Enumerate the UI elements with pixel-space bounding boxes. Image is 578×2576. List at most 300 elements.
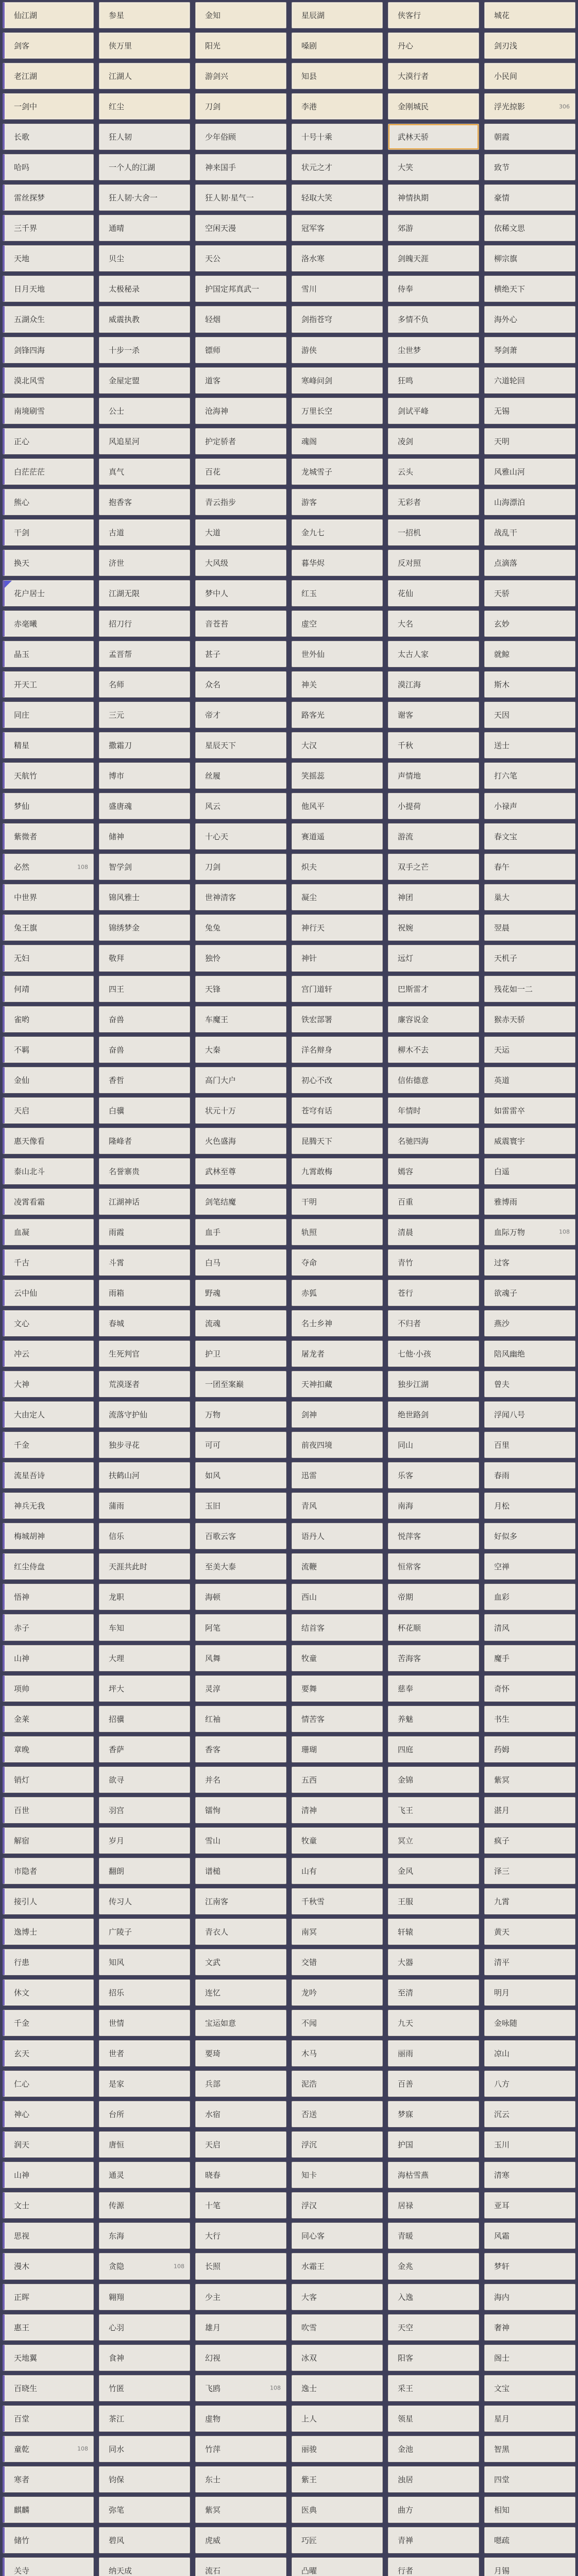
title-cell[interactable] [388, 367, 479, 394]
title-cell[interactable] [388, 1037, 479, 1063]
title-cell[interactable] [484, 93, 575, 120]
title-cell[interactable] [99, 2223, 190, 2249]
title-cell[interactable] [292, 245, 383, 272]
title-cell[interactable] [99, 2101, 190, 2127]
title-cell[interactable] [292, 1675, 383, 1702]
title-cell[interactable] [484, 1979, 575, 2006]
title-cell[interactable] [388, 1736, 479, 1762]
title-cell[interactable] [484, 124, 575, 150]
title-cell[interactable] [3, 2466, 94, 2493]
title-cell[interactable] [292, 1858, 383, 1884]
title-cell[interactable] [3, 1371, 94, 1397]
title-cell[interactable] [99, 459, 190, 485]
title-cell[interactable] [3, 550, 94, 576]
title-cell[interactable] [3, 1645, 94, 1671]
title-cell[interactable] [292, 1158, 383, 1184]
title-cell[interactable] [3, 1067, 94, 1093]
title-cell[interactable] [195, 2131, 286, 2158]
title-cell[interactable] [388, 1645, 479, 1671]
title-cell[interactable] [484, 2162, 575, 2188]
title-cell[interactable] [484, 2010, 575, 2036]
title-cell[interactable] [195, 154, 286, 180]
title-cell[interactable] [195, 976, 286, 1002]
title-cell[interactable] [195, 93, 286, 120]
title-cell[interactable] [3, 2497, 94, 2523]
title-cell[interactable] [195, 1706, 286, 1732]
title-cell[interactable] [388, 2314, 479, 2341]
title-cell[interactable] [388, 1189, 479, 1215]
title-cell[interactable] [99, 2375, 190, 2401]
title-cell[interactable] [99, 793, 190, 819]
title-cell[interactable] [195, 1584, 286, 1610]
title-cell[interactable] [484, 1462, 575, 1488]
title-cell[interactable] [195, 276, 286, 302]
title-cell[interactable] [195, 1219, 286, 1245]
title-cell[interactable] [99, 1128, 190, 1154]
title-cell[interactable] [484, 1280, 575, 1306]
title-cell[interactable] [3, 1523, 94, 1549]
title-cell[interactable] [3, 1310, 94, 1336]
title-cell[interactable] [388, 1219, 479, 1245]
title-cell[interactable] [388, 2497, 479, 2523]
title-cell[interactable] [388, 1310, 479, 1336]
title-cell[interactable] [388, 428, 479, 454]
title-cell[interactable] [292, 1006, 383, 1032]
title-cell[interactable] [195, 1189, 286, 1215]
title-cell[interactable] [3, 1280, 94, 1306]
title-cell[interactable] [292, 2101, 383, 2127]
title-cell[interactable] [99, 2040, 190, 2066]
title-cell[interactable] [99, 1888, 190, 1914]
title-cell[interactable] [292, 1919, 383, 1945]
title-cell[interactable] [3, 2010, 94, 2036]
title-cell[interactable] [3, 1797, 94, 1823]
title-cell[interactable] [388, 2557, 479, 2576]
title-cell[interactable] [484, 1736, 575, 1762]
title-cell[interactable] [292, 762, 383, 789]
title-cell[interactable] [3, 1493, 94, 1519]
title-cell[interactable] [195, 245, 286, 272]
title-cell[interactable] [292, 2131, 383, 2158]
title-cell[interactable] [3, 1189, 94, 1215]
title-cell[interactable] [195, 459, 286, 485]
title-cell[interactable] [3, 914, 94, 941]
title-cell[interactable] [99, 1645, 190, 1671]
title-cell[interactable] [99, 1310, 190, 1336]
title-cell[interactable] [3, 1158, 94, 1184]
title-cell[interactable] [484, 1675, 575, 1702]
title-cell[interactable] [484, 306, 575, 332]
title-cell[interactable] [99, 1249, 190, 1276]
title-cell[interactable] [484, 1888, 575, 1914]
title-cell[interactable] [3, 2, 94, 28]
title-cell[interactable] [484, 1949, 575, 1975]
title-cell[interactable] [195, 550, 286, 576]
title-cell[interactable] [3, 1097, 94, 1124]
title-cell[interactable] [195, 823, 286, 850]
title-cell[interactable] [484, 1341, 575, 1367]
title-cell[interactable] [484, 1371, 575, 1397]
title-cell[interactable] [484, 2071, 575, 2097]
title-cell[interactable] [388, 306, 479, 332]
title-cell[interactable] [292, 1523, 383, 1549]
title-cell[interactable] [99, 2, 190, 28]
title-cell[interactable] [388, 762, 479, 789]
title-cell[interactable] [292, 1767, 383, 1793]
title-cell[interactable] [3, 367, 94, 394]
title-cell[interactable] [3, 306, 94, 332]
title-cell[interactable] [292, 215, 383, 241]
title-cell[interactable] [292, 398, 383, 424]
title-cell[interactable] [99, 823, 190, 850]
title-cell[interactable] [195, 2436, 286, 2462]
title-cell[interactable] [195, 1645, 286, 1671]
title-cell[interactable] [99, 1614, 190, 1640]
title-cell[interactable] [292, 1979, 383, 2006]
title-cell[interactable] [99, 945, 190, 971]
title-cell[interactable] [3, 2101, 94, 2127]
title-cell[interactable] [195, 1858, 286, 1884]
title-cell[interactable] [292, 2345, 383, 2371]
title-cell[interactable] [388, 1888, 479, 1914]
title-cell[interactable] [484, 550, 575, 576]
title-cell[interactable] [195, 854, 286, 880]
title-cell[interactable] [195, 1371, 286, 1397]
title-cell[interactable] [484, 2, 575, 28]
title-cell[interactable] [388, 2071, 479, 2097]
title-cell[interactable] [484, 2101, 575, 2127]
title-cell[interactable] [99, 245, 190, 272]
title-cell[interactable] [388, 276, 479, 302]
title-cell[interactable] [99, 1553, 190, 1580]
title-cell[interactable] [292, 2466, 383, 2493]
title-cell[interactable] [3, 398, 94, 424]
title-cell[interactable] [388, 732, 479, 758]
title-cell[interactable] [99, 1858, 190, 1884]
title-cell[interactable] [388, 63, 479, 89]
title-cell[interactable] [99, 2345, 190, 2371]
title-cell[interactable] [292, 1341, 383, 1367]
title-cell[interactable] [195, 945, 286, 971]
title-cell[interactable] [292, 2162, 383, 2188]
title-cell[interactable] [484, 1249, 575, 1276]
title-cell[interactable] [484, 245, 575, 272]
title-cell[interactable] [292, 1097, 383, 1124]
title-cell[interactable] [195, 1128, 286, 1154]
title-cell[interactable] [3, 1553, 94, 1580]
title-cell[interactable] [388, 702, 479, 728]
title-cell[interactable] [3, 762, 94, 789]
title-cell[interactable] [3, 611, 94, 637]
title-cell[interactable] [3, 1949, 94, 1975]
title-cell[interactable] [3, 1128, 94, 1154]
title-cell[interactable] [99, 276, 190, 302]
title-cell[interactable] [195, 1493, 286, 1519]
title-cell[interactable] [195, 2527, 286, 2553]
title-cell[interactable] [388, 2101, 479, 2127]
title-cell[interactable] [99, 184, 190, 211]
title-cell[interactable] [195, 1341, 286, 1367]
title-cell[interactable] [388, 1614, 479, 1640]
title-cell[interactable] [195, 1249, 286, 1276]
title-cell[interactable] [99, 1280, 190, 1306]
title-cell[interactable] [292, 976, 383, 1002]
title-cell[interactable] [3, 2527, 94, 2553]
title-cell[interactable] [388, 124, 479, 150]
title-cell[interactable] [3, 1584, 94, 1610]
title-cell[interactable] [3, 1675, 94, 1702]
title-cell[interactable] [99, 32, 190, 59]
title-cell[interactable] [388, 489, 479, 515]
title-cell[interactable] [484, 2192, 575, 2218]
title-cell[interactable] [388, 2010, 479, 2036]
title-cell[interactable] [195, 1310, 286, 1336]
title-cell[interactable] [99, 2253, 190, 2279]
title-cell[interactable] [484, 580, 575, 606]
title-cell[interactable] [99, 2010, 190, 2036]
title-cell[interactable] [484, 1219, 575, 1245]
title-cell[interactable] [99, 93, 190, 120]
title-cell[interactable] [195, 32, 286, 59]
title-cell[interactable] [292, 428, 383, 454]
title-cell[interactable] [99, 1736, 190, 1762]
title-cell[interactable] [99, 1037, 190, 1063]
title-cell[interactable] [388, 914, 479, 941]
title-cell[interactable] [3, 2162, 94, 2188]
title-cell[interactable] [292, 1614, 383, 1640]
title-cell[interactable] [195, 2375, 286, 2401]
title-cell[interactable] [99, 1341, 190, 1367]
title-cell[interactable] [292, 2040, 383, 2066]
title-cell[interactable] [3, 2436, 94, 2462]
title-cell[interactable] [99, 854, 190, 880]
title-cell[interactable] [484, 884, 575, 910]
title-cell[interactable] [292, 1827, 383, 1854]
title-cell[interactable] [292, 793, 383, 819]
title-cell[interactable] [195, 2040, 286, 2066]
title-cell[interactable] [484, 2345, 575, 2371]
title-cell[interactable] [292, 732, 383, 758]
title-cell[interactable] [99, 1949, 190, 1975]
title-cell[interactable] [388, 1371, 479, 1397]
title-cell[interactable] [484, 154, 575, 180]
title-cell[interactable] [484, 1067, 575, 1093]
title-cell[interactable] [3, 1249, 94, 1276]
title-cell[interactable] [195, 63, 286, 89]
title-cell[interactable] [99, 215, 190, 241]
title-cell[interactable] [484, 519, 575, 546]
title-cell[interactable] [484, 976, 575, 1002]
title-cell[interactable] [99, 914, 190, 941]
title-cell[interactable] [3, 93, 94, 120]
title-cell[interactable] [195, 671, 286, 698]
title-cell[interactable] [99, 428, 190, 454]
title-cell[interactable] [292, 1280, 383, 1306]
title-cell[interactable] [484, 428, 575, 454]
title-cell[interactable] [3, 63, 94, 89]
title-cell[interactable] [3, 1858, 94, 1884]
title-cell[interactable] [3, 671, 94, 698]
title-cell[interactable] [292, 1128, 383, 1154]
title-cell[interactable] [388, 945, 479, 971]
title-cell[interactable] [195, 489, 286, 515]
title-cell[interactable] [195, 2101, 286, 2127]
title-cell[interactable] [3, 2192, 94, 2218]
title-cell[interactable] [292, 1553, 383, 1580]
title-cell[interactable] [388, 1767, 479, 1793]
title-cell[interactable] [99, 762, 190, 789]
title-cell[interactable] [292, 1493, 383, 1519]
title-cell[interactable] [292, 1219, 383, 1245]
title-cell[interactable] [3, 1767, 94, 1793]
title-cell[interactable] [484, 1189, 575, 1215]
title-cell[interactable] [484, 1401, 575, 1428]
title-cell[interactable] [484, 2040, 575, 2066]
title-cell[interactable] [99, 1432, 190, 1458]
title-cell[interactable] [292, 641, 383, 667]
title-cell[interactable] [99, 1919, 190, 1945]
title-cell[interactable] [484, 1767, 575, 1793]
title-cell[interactable] [388, 1249, 479, 1276]
title-cell[interactable] [195, 1736, 286, 1762]
title-cell[interactable] [99, 2497, 190, 2523]
title-cell[interactable] [388, 1858, 479, 1884]
title-cell[interactable] [99, 2284, 190, 2310]
title-cell[interactable] [195, 306, 286, 332]
title-cell[interactable] [195, 2345, 286, 2371]
title-cell[interactable] [292, 580, 383, 606]
title-cell[interactable] [388, 154, 479, 180]
title-cell[interactable] [292, 1401, 383, 1428]
title-cell[interactable] [195, 793, 286, 819]
title-cell[interactable] [3, 2405, 94, 2432]
title-cell[interactable] [195, 762, 286, 789]
title-cell[interactable] [292, 2253, 383, 2279]
title-cell[interactable] [99, 1675, 190, 1702]
title-cell[interactable] [195, 611, 286, 637]
title-cell[interactable] [388, 2345, 479, 2371]
title-cell[interactable] [195, 184, 286, 211]
title-cell[interactable] [195, 914, 286, 941]
title-cell[interactable] [195, 2192, 286, 2218]
title-cell[interactable] [195, 519, 286, 546]
title-cell[interactable] [3, 276, 94, 302]
title-cell[interactable] [292, 2192, 383, 2218]
title-cell[interactable] [292, 1949, 383, 1975]
title-cell[interactable] [292, 32, 383, 59]
title-cell[interactable] [195, 2223, 286, 2249]
title-cell[interactable] [99, 1493, 190, 1519]
title-cell[interactable] [388, 1067, 479, 1093]
title-cell[interactable] [195, 2253, 286, 2279]
title-cell[interactable] [388, 2, 479, 28]
title-cell[interactable] [484, 2497, 575, 2523]
title-cell[interactable] [292, 1462, 383, 1488]
title-cell[interactable] [388, 2223, 479, 2249]
title-cell[interactable] [99, 1219, 190, 1245]
title-cell[interactable] [195, 215, 286, 241]
title-cell[interactable] [292, 2223, 383, 2249]
title-cell[interactable] [195, 1523, 286, 1549]
title-cell[interactable] [99, 732, 190, 758]
title-cell[interactable] [195, 2, 286, 28]
title-cell[interactable] [484, 1645, 575, 1671]
title-cell[interactable] [99, 63, 190, 89]
title-cell[interactable] [388, 2040, 479, 2066]
title-cell[interactable] [484, 184, 575, 211]
title-cell[interactable] [99, 611, 190, 637]
title-cell[interactable] [484, 1128, 575, 1154]
title-cell[interactable] [388, 854, 479, 880]
title-cell[interactable] [292, 1371, 383, 1397]
title-cell[interactable] [388, 1797, 479, 1823]
title-cell[interactable] [3, 2253, 94, 2279]
title-cell[interactable] [3, 1462, 94, 1488]
title-cell[interactable] [484, 1523, 575, 1549]
title-cell[interactable] [3, 2284, 94, 2310]
title-cell[interactable] [484, 2314, 575, 2341]
title-cell[interactable] [484, 1827, 575, 1854]
title-cell[interactable] [388, 793, 479, 819]
title-cell[interactable] [484, 1797, 575, 1823]
title-cell[interactable] [388, 2192, 479, 2218]
title-cell[interactable] [388, 245, 479, 272]
title-cell[interactable] [484, 2527, 575, 2553]
title-cell[interactable] [484, 914, 575, 941]
title-cell[interactable] [3, 184, 94, 211]
title-cell[interactable] [99, 1462, 190, 1488]
title-cell[interactable] [99, 671, 190, 698]
title-cell[interactable] [292, 2375, 383, 2401]
title-cell[interactable] [195, 1888, 286, 1914]
title-cell[interactable] [388, 1949, 479, 1975]
title-cell[interactable] [388, 1401, 479, 1428]
title-cell[interactable] [484, 1858, 575, 1884]
title-cell[interactable] [292, 823, 383, 850]
title-cell[interactable] [99, 1523, 190, 1549]
title-cell[interactable] [292, 1584, 383, 1610]
title-cell[interactable] [3, 1341, 94, 1367]
title-cell[interactable] [292, 337, 383, 363]
title-cell[interactable] [388, 2436, 479, 2462]
title-cell[interactable] [99, 1006, 190, 1032]
title-cell[interactable] [388, 459, 479, 485]
title-cell[interactable] [484, 732, 575, 758]
title-cell[interactable] [3, 1736, 94, 1762]
title-cell[interactable] [292, 914, 383, 941]
title-cell[interactable] [195, 2010, 286, 2036]
title-cell[interactable] [388, 1462, 479, 1488]
title-cell[interactable] [388, 1523, 479, 1549]
title-cell[interactable] [99, 1827, 190, 1854]
title-cell[interactable] [3, 1401, 94, 1428]
title-cell[interactable] [484, 1432, 575, 1458]
title-cell[interactable] [3, 732, 94, 758]
title-cell[interactable] [484, 2375, 575, 2401]
title-cell[interactable] [292, 93, 383, 120]
title-cell[interactable] [484, 823, 575, 850]
title-cell[interactable] [292, 1037, 383, 1063]
title-cell[interactable] [195, 2314, 286, 2341]
title-cell[interactable] [3, 1827, 94, 1854]
title-cell[interactable] [195, 1006, 286, 1032]
title-cell[interactable] [292, 184, 383, 211]
title-cell[interactable] [195, 398, 286, 424]
title-cell[interactable] [484, 1097, 575, 1124]
title-cell[interactable] [484, 2131, 575, 2158]
title-cell[interactable] [3, 823, 94, 850]
title-cell[interactable] [195, 2162, 286, 2188]
